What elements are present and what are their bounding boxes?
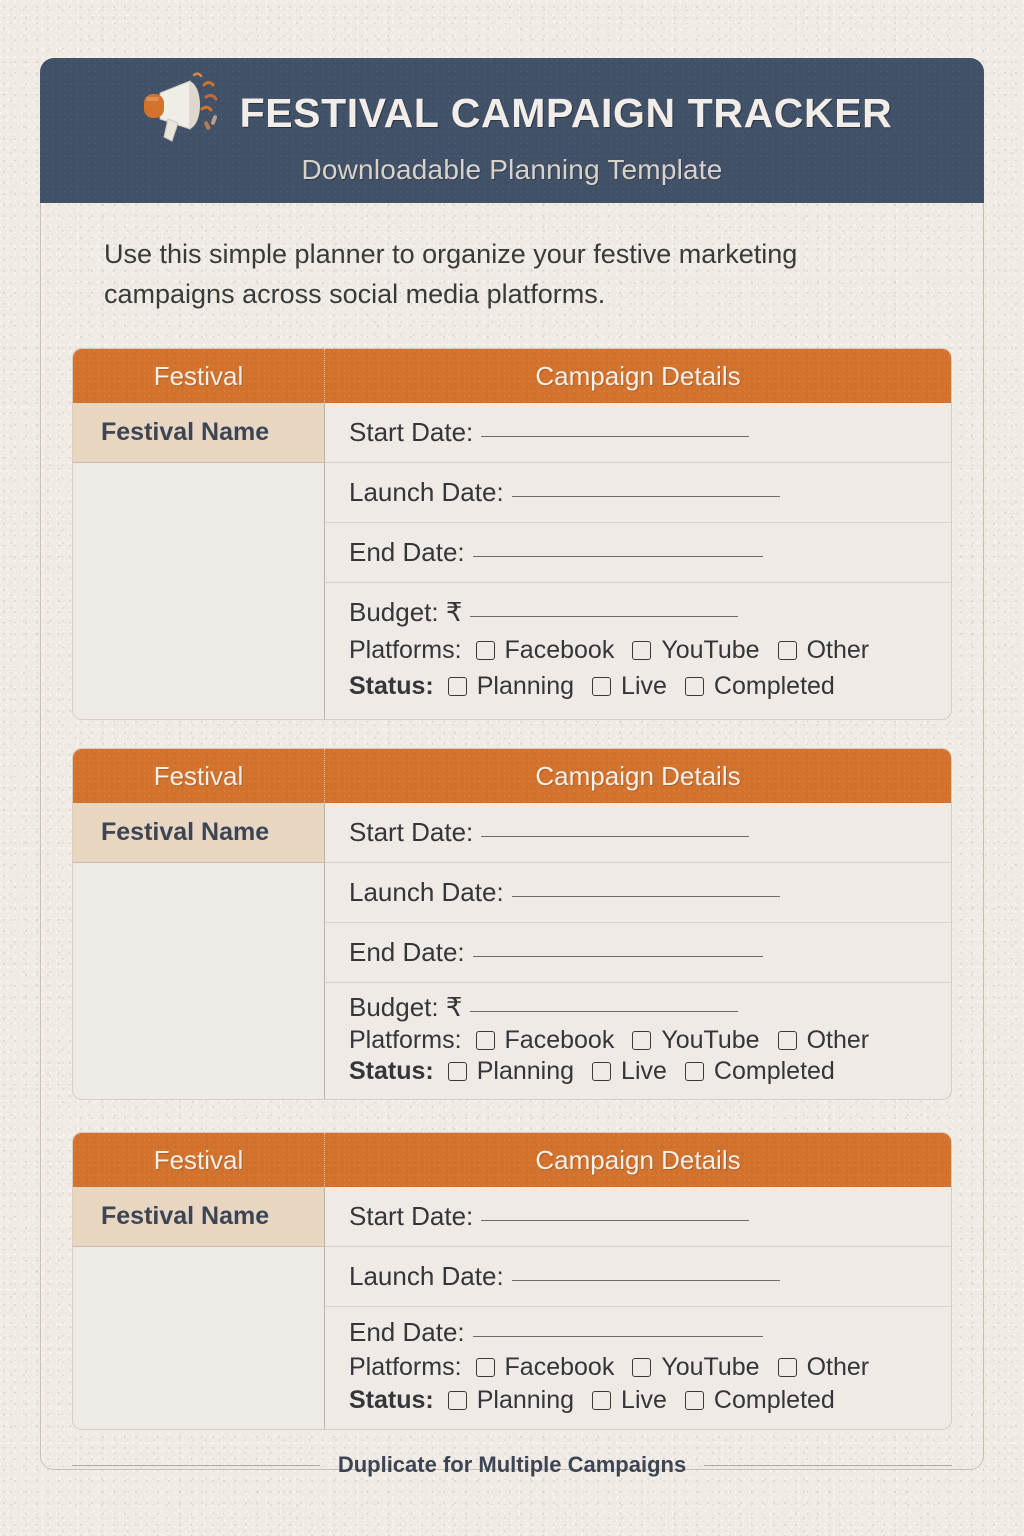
status-label-completed: Completed xyxy=(713,1385,835,1414)
checkbox-icon[interactable] xyxy=(632,641,651,660)
festival-column xyxy=(73,1187,325,1429)
platforms-label: Platforms: xyxy=(349,1025,462,1054)
status-line xyxy=(349,1057,951,1086)
budget-input[interactable] xyxy=(470,616,738,617)
checkbox-icon[interactable] xyxy=(685,677,704,696)
platform-label-other: Other xyxy=(806,1025,870,1054)
festival-column xyxy=(73,803,325,1099)
status-label: Status: xyxy=(349,1385,434,1414)
platform-checkbox-youtube[interactable] xyxy=(632,1026,759,1055)
campaign-card xyxy=(72,1132,952,1430)
status-label-planning: Planning xyxy=(476,672,575,701)
launch-date-row xyxy=(325,1247,951,1307)
platforms-label: Platforms: xyxy=(349,1352,462,1381)
details-column-header: Campaign Details xyxy=(535,760,741,791)
festival-name-label: Festival Name xyxy=(73,403,324,463)
start-date-input[interactable] xyxy=(481,836,749,837)
card-header-row xyxy=(73,1133,951,1187)
status-line xyxy=(349,672,951,701)
launch-date-input[interactable] xyxy=(512,896,780,897)
end-date-input[interactable] xyxy=(473,956,763,957)
intro-text: Use this simple planner to organize your festive marketing campaigns across social media platforms. xyxy=(104,239,798,309)
platforms-line xyxy=(349,636,951,665)
end-date-label: End Date: xyxy=(349,1317,465,1348)
details-column-header: Campaign Details xyxy=(535,360,741,391)
festival-name-label: Festival Name xyxy=(73,1187,324,1247)
launch-date-label: Launch Date: xyxy=(349,1261,504,1291)
checkbox-icon[interactable] xyxy=(476,641,495,660)
start-date-label: Start Date: xyxy=(349,1201,474,1231)
status-checkbox-live[interactable] xyxy=(592,672,667,701)
status-label-live: Live xyxy=(621,1385,667,1414)
checkbox-icon[interactable] xyxy=(592,1062,611,1081)
platform-label-youtube: YouTube xyxy=(661,635,760,664)
status-label-live: Live xyxy=(621,1057,667,1086)
festival-column xyxy=(73,403,325,719)
header-band xyxy=(40,58,984,203)
checkbox-icon[interactable] xyxy=(778,1031,797,1050)
platform-checkbox-facebook[interactable] xyxy=(476,1353,615,1382)
status-line xyxy=(349,1386,951,1415)
card-body xyxy=(73,1187,951,1429)
end-date-row xyxy=(325,523,951,583)
page-title: FESTIVAL CAMPAIGN TRACKER xyxy=(239,89,893,136)
budget-label: Budget: ₹ xyxy=(349,991,463,1022)
status-checkbox-planning[interactable] xyxy=(448,1057,574,1086)
budget-label: Budget: ₹ xyxy=(349,596,463,627)
campaign-card xyxy=(72,348,952,720)
checkbox-icon[interactable] xyxy=(778,1358,797,1377)
card-header-row xyxy=(73,749,951,803)
campaign-card xyxy=(72,748,952,1100)
platform-checkbox-facebook[interactable] xyxy=(476,636,615,665)
checkbox-icon[interactable] xyxy=(632,1031,651,1050)
checkbox-icon[interactable] xyxy=(448,677,467,696)
card-header-row xyxy=(73,349,951,403)
checkbox-icon[interactable] xyxy=(592,677,611,696)
status-label-live: Live xyxy=(621,672,667,701)
details-column xyxy=(325,403,951,719)
platforms-line xyxy=(349,1353,951,1382)
checkbox-icon[interactable] xyxy=(685,1391,704,1410)
checkbox-icon[interactable] xyxy=(592,1391,611,1410)
status-checkbox-completed[interactable] xyxy=(685,1057,835,1086)
details-column xyxy=(325,1187,951,1429)
platform-label-other: Other xyxy=(806,635,870,664)
status-label-completed: Completed xyxy=(713,672,835,701)
festival-name-input[interactable] xyxy=(73,463,324,719)
end-date-row xyxy=(325,923,951,983)
end-date-input[interactable] xyxy=(473,556,763,557)
footer-divider-right xyxy=(704,1465,952,1466)
card-body xyxy=(73,803,951,1099)
card-body xyxy=(73,403,951,719)
festival-column-header: Festival xyxy=(73,349,325,403)
platforms-line xyxy=(349,1026,951,1055)
launch-date-input[interactable] xyxy=(512,1280,780,1281)
platform-checkbox-youtube[interactable] xyxy=(632,636,759,665)
launch-date-row xyxy=(325,863,951,923)
status-label-planning: Planning xyxy=(476,1057,575,1086)
launch-date-label: Launch Date: xyxy=(349,477,504,507)
details-column-header: Campaign Details xyxy=(535,1144,741,1175)
header-title-row xyxy=(132,75,893,151)
status-label-planning: Planning xyxy=(476,1385,575,1414)
festival-column-header: Festival xyxy=(73,749,325,803)
festival-name-label: Festival Name xyxy=(73,803,324,863)
end-date-label: End Date: xyxy=(349,937,465,967)
platform-label-youtube: YouTube xyxy=(661,1352,760,1381)
launch-date-input[interactable] xyxy=(512,496,780,497)
start-date-label: Start Date: xyxy=(349,417,474,447)
start-date-row xyxy=(325,403,951,463)
status-checkbox-live[interactable] xyxy=(592,1057,667,1086)
status-checkbox-completed[interactable] xyxy=(685,1386,835,1415)
platform-label-youtube: YouTube xyxy=(661,1025,760,1054)
end-date-input[interactable] xyxy=(473,1336,763,1337)
start-date-input[interactable] xyxy=(481,436,749,437)
status-checkbox-completed[interactable] xyxy=(685,672,835,701)
platform-label-facebook: Facebook xyxy=(504,1025,615,1054)
start-date-row xyxy=(325,1187,951,1247)
platform-label-facebook: Facebook xyxy=(504,635,615,664)
status-checkbox-planning[interactable] xyxy=(448,672,574,701)
status-label-completed: Completed xyxy=(713,1057,835,1086)
status-checkbox-planning[interactable] xyxy=(448,1386,574,1415)
checkbox-icon[interactable] xyxy=(632,1358,651,1377)
end-date-label: End Date: xyxy=(349,537,465,567)
festival-name-input[interactable] xyxy=(73,863,324,1099)
status-label: Status: xyxy=(349,1057,434,1086)
platform-checkbox-facebook[interactable] xyxy=(476,1026,615,1055)
footer-divider-left xyxy=(72,1465,320,1466)
checkbox-icon[interactable] xyxy=(685,1062,704,1081)
platform-label-other: Other xyxy=(806,1352,870,1381)
budget-platforms-status-row xyxy=(325,583,951,719)
checkbox-icon[interactable] xyxy=(448,1062,467,1081)
start-date-input[interactable] xyxy=(481,1220,749,1221)
budget-input[interactable] xyxy=(470,1011,738,1012)
launch-date-label: Launch Date: xyxy=(349,877,504,907)
platform-checkbox-other[interactable] xyxy=(778,1353,870,1382)
details-column xyxy=(325,803,951,1099)
platform-label-facebook: Facebook xyxy=(504,1352,615,1381)
checkbox-icon[interactable] xyxy=(476,1031,495,1050)
checkbox-icon[interactable] xyxy=(476,1358,495,1377)
status-checkbox-live[interactable] xyxy=(592,1386,667,1415)
status-label: Status: xyxy=(349,672,434,701)
checkbox-icon[interactable] xyxy=(778,641,797,660)
megaphone-icon xyxy=(132,71,224,151)
platform-checkbox-youtube[interactable] xyxy=(632,1353,759,1382)
start-date-label: Start Date: xyxy=(349,817,474,847)
page-subtitle: Downloadable Planning Template xyxy=(301,154,723,185)
start-date-row xyxy=(325,803,951,863)
platform-checkbox-other[interactable] xyxy=(778,636,870,665)
launch-date-row xyxy=(325,463,951,523)
festival-column-header: Festival xyxy=(73,1133,325,1187)
platforms-label: Platforms: xyxy=(349,635,462,664)
budget-platforms-status-row xyxy=(325,983,951,1099)
checkbox-icon[interactable] xyxy=(448,1391,467,1410)
footer-text: Duplicate for Multiple Campaigns xyxy=(337,1452,687,1477)
platform-checkbox-other[interactable] xyxy=(778,1026,870,1055)
footer xyxy=(72,1452,952,1478)
enddate-platforms-status-row xyxy=(325,1307,951,1429)
festival-name-input[interactable] xyxy=(73,1247,324,1429)
